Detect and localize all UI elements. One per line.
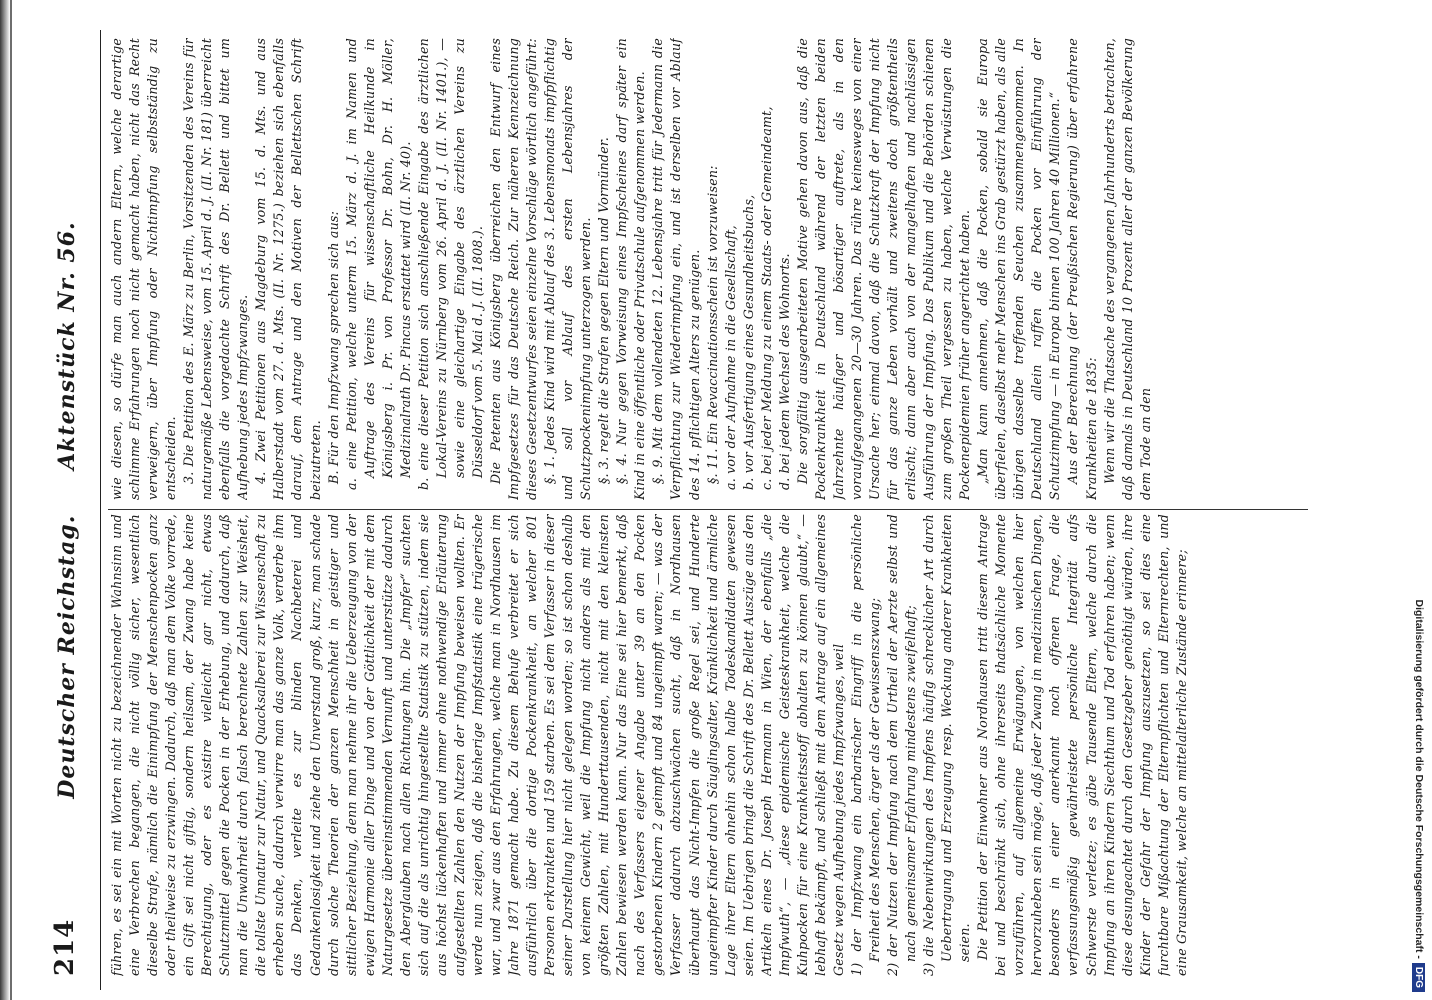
list-item: 2) der Nutzen der Impfung nach dem Urtheil der Aerzte selbst und nach gemeinsamer Erfahrung mindestens zweifelhaft; bbox=[885, 514, 919, 976]
list-item: 1) der Impfzwang ein barbarischer Eingriff in die persönliche Freiheit des Menschen, ärger als der Gewissenszwang; bbox=[848, 514, 882, 976]
running-title-right: Aktenstück Nr. 56. bbox=[54, 221, 80, 470]
paragraph: führen, es sei ein mit Worten nicht zu bezeichnender Wahnsinn und eine Verbrechen begangen, die nicht völlig sicher, wesentlich dieselbe Strafe, nämlich die Einimpfung der Menschenpocken ganz oder theilweise zu erzwingen. Dadurch, daß man dem Volke vorrede, ein Gift sei nicht giftig, sondern heilsam, der Zwang habe keine Berechtigung, oder es existire vielleicht gar nicht, etwas Schutzmittel gegen die Pocken in der Erhebung, und dadurch, daß man die Unwahrheit durch falsch berechnete Zahlen zur Weisheit, die tollste Unnatur zur Natur, und Quacksalberei zur Wissenschaft zu erheben suche, dadurch verwirre man das ganze Volk, verderbe ihm das Denken, verleite es zur blinden Nachbeterei und Gedankenlosigkeit und ziehe den Unverstand groß, kurz, man schade durch solche Theorien der ganzen Menschheit in geistiger und sittlicher Beziehung, denn man nehme ihr die Ueberzeugung von der ewigen Harmonie aller Dinge und von der Göttlichkeit der mit dem Naturgesetze übereinstimmenden Vernunft und unterstütze dadurch den Aberglauben nach allen Richtungen hin. Die „Impfer“ suchten sich auf die als unrichtig hingestellte Statistik zu stützen, indem sie aus höchst lückenhaften und immer ohne nothwendige Erläuterung aufgestellten Zahlen den Nutzen der Impfung beweisen wollten. Er werde nun zeigen, daß die bisherige Impfstatistik eine trügerische war, und zwar aus den Erfahrungen, welche man in Nordhausen im Jahre 1871 gemacht habe. Zu diesem Behufe verbreitet er sich ausführlich über die dortige Pockenkrankheit, an welcher 801 Personen erkrankten und 159 starben. Es sei dem Verfasser in dieser seiner Darstellung hier nicht gelegen worden; so ist schon deshalb von keinem Gewicht, weil die Impfung nicht anders als mit den größten Zahlen, mit Hunderttausenden, nicht mit den kleinsten Zahlen bewiesen werden kann. Nur das Eine sei hier bemerkt, daß nach des Verfassers eigener Angabe unter 39 an den Pocken gestorbenen Kindern 2 geimpft und 84 ungeimpft waren; — was der Verfasser dadurch abzuschwächen sucht, daß in Nordhausen überhaupt das Nicht-Impfen die große Regel sei, und Hunderte ungeimpfter Kinder durch Säuglingsalter, Kränklichkeit und ärmliche Lage ihrer Eltern ohnehin schon halbe Todeskandidaten gewesen seien. Im Uebrigen bringt die Schrift des Dr. Bellett Auszüge aus den Artikeln eines Dr. Joseph Hermann in Wien, der ebenfalls „die Impfwuth“, — „diese epidemische Geisteskrankheit, welche die Kuhpocken für eine Krankheitsstoff abhalten zu können glaubt,“ — lebhaft bekämpft, und schließt mit dem Antrage auf ein allgemeines Gesetz wegen Aufhebung jedes Impfzwanges, weil bbox=[109, 514, 846, 976]
binding-line bbox=[10, 0, 12, 1000]
scanned-page bbox=[40, 30, 1330, 990]
paragraph: §. 3. regelt die Strafen gegen Eltern und Vormünder. bbox=[596, 137, 612, 484]
dfg-logo: DFG bbox=[1413, 963, 1426, 992]
column-divider bbox=[108, 509, 1308, 510]
paragraph: Die sorgfältig ausgearbeiteten Motive gehen davon aus, daß die Pockenkrankheit in Deutschland während der letzten beiden Jahrzehnte häufiger und bösartiger auftrete, als in den voraufgegangenen 20—30 Jahren. Das rühre keinesweges von einer Ursache her; einmal davon, daß die Schutzkraft der Impfung nicht für das ganze Leben vorhält und zweitens doch größtentheils erlischt; dann aber auch von der mangelhaften und nachlässigen Ausführung der Impfung. Das Publikum und die Behörden schienen zum großen Theil vergessen zu haben, welche Verwüstungen die Pockenepidemien früher angerichtet haben. bbox=[794, 38, 973, 500]
paragraph: 4. Zwei Petitionen aus Magdeburg vom 15. d. Mts. und aus Halberstadt vom 27. d. Mts. (II. Nr. 1275.) beziehen sich ebenfalls darauf, dem Antrage und den Motiven der Bellettschen Schrift beizutreten. bbox=[253, 38, 323, 500]
paragraph: B. Für den Impfzwang sprechen sich aus: bbox=[325, 210, 341, 484]
paragraph: „Man kann annehmen, daß die Pocken, sobald sie Europa überfielen, daselbst mehr Menschen ins Grab gestürzt haben, als alle übrigen dasselbe treffenden Seuchen zusammengenommen. In Deutschland allein raffen die Pocken vor Einführung der Schutzimpfung — in Europa binnen 100 Jahren 40 Millionen.“ bbox=[975, 38, 1063, 500]
running-title bbox=[54, 30, 80, 990]
list-item: b. vor Ausfertigung eines Gesundheitsbuchs, bbox=[740, 194, 756, 490]
paragraph: wie diesen, so dürfe man auch andern Eltern, welche derartige schlimme Erfahrungen noch nicht gemacht haben, nicht das Recht verweigern, über Impfung oder Nichtimpfung selbstständig zu entscheiden. bbox=[109, 38, 179, 500]
left-column bbox=[108, 514, 1318, 976]
binding-edge bbox=[0, 0, 10, 1000]
watermark-text: Digitalisierung gefördert durch die Deutsche Forschungsgemeinschaft - bbox=[1413, 599, 1425, 959]
paragraph: §. 1. Jedes Kind wird mit Ablauf des 3. Lebensmonats impfpflichtig und soll vor Ablauf des ersten Lebensjahres der Schutzpockenimpfung unterzogen werden. bbox=[542, 38, 594, 500]
paragraph: Aus der Berechnung (der Preußischen Regierung) über erfahrene Krankheiten de 1835: bbox=[1065, 38, 1099, 500]
list-item: a. vor der Aufnahme in die Gesellschaft, bbox=[722, 225, 738, 490]
list-item: a. eine Petition, welche unterm 15. März d. J. im Namen und Auftrage des Vereins für wissenschaftliche Heilkunde in Königsberg i. Pr. von Professor Dr. Bohn, Dr. H. Möller, Medizinalrath Dr. Pincus erstattet wird (II. Nr. 40). bbox=[343, 38, 413, 490]
list-item: c. bei jeder Meldung zu einem Staats- oder Gemeindeamt, bbox=[758, 106, 774, 490]
paragraph: Die Petenten aus Königsberg überreichen den Entwurf eines Impfgesetzes für das Deutsche Reich. Zur näheren Kennzeichnung dieses Gesetzentwurfes seien einzelne Vorschläge wörtlich angeführt: bbox=[487, 38, 540, 500]
paragraph: §. 11. Ein Revaccinationsschein ist vorzuweisen: bbox=[704, 165, 720, 484]
list-item: 3) die Nebenwirkungen des Impfens häufig schrecklicher Art durch Uebertragung und Erzeugung resp. Weckung anderer Krankheiten seien. bbox=[921, 514, 973, 976]
paragraph: §. 4. Nur gegen Vorweisung eines Impfscheines darf später ein Kind in eine öffentliche oder Privatschule aufgenommen werden. bbox=[614, 38, 648, 500]
dfg-watermark bbox=[1406, 8, 1430, 992]
page-header bbox=[40, 30, 101, 990]
paragraph: 3. Die Petition des E. März zu Berlin, Vorsitzenden des Vereins für naturgemäße Lebensweise, vom 15. April d. J. (II. Nr. 181) überreicht ebenfalls die vorgedachte Schrift des Dr. Bellett und bittet um Aufhebung jedes Impfzwanges. bbox=[181, 38, 251, 500]
list-item: b. eine dieser Petition sich anschließende Eingabe des ärztlichen Lokal-Vereins zu Nürnberg vom 26. April d. J. (II. Nr. 1401.), — sowie eine gleichartige Eingabe des ärztlichen Vereins zu Düsseldorf vom 5. Mai d. J. (II. 1808.). bbox=[415, 38, 485, 490]
page-number: 214 bbox=[50, 918, 80, 976]
paragraph: Wenn wir die Thatsache des vergangenen Jahrhunderts betrachten, daß damals in Deutschland 10 Prozent aller der ganzen Bevölkerung dem Tode an den bbox=[1101, 38, 1153, 500]
right-column bbox=[108, 38, 1318, 500]
list-item: d. bei jedem Wechsel des Wohnorts. bbox=[776, 253, 792, 490]
paragraph: Die Petition der Einwohner aus Nordhausen tritt diesem Antrage bei und beschränkt sich, ohne ihrerseits thatsächliche Momente vorzuführen, auf allgemeine Erwägungen, von welchen hier hervorzuheben sein möge, daß jeder Zwang in medizinischen Dingen, besonders in einer anerkannt noch offenen Frage, die verfassungsmäßig gewährleistete persönliche Integrität aufs Schwerste verletze; es gäbe Tausende Eltern, welche durch die Impfung an ihren Kindern Siechthum und Tod erfahren haben; wenn diese desungeachtet durch den Gesetzgeber genöthigt würden, ihre Kinder der Gefahr der Impfung auszusetzen, so sei dies eine furchtbare Mißachtung der Elternpflichten und Elternrechten, und eine Grausamkeit, welche an mittelalterliche Zustände erinnere; bbox=[975, 514, 1189, 976]
running-title-left: Deutscher Reichstag. bbox=[54, 514, 80, 799]
paragraph: §. 9. Mit dem vollendeten 12. Lebensjahre tritt für Jedermann die Verpflichtung zur Wiederimpfung ein, und ist derselben vor Ablauf des 14. pflichtigen Alters zu genügen. bbox=[650, 38, 702, 500]
